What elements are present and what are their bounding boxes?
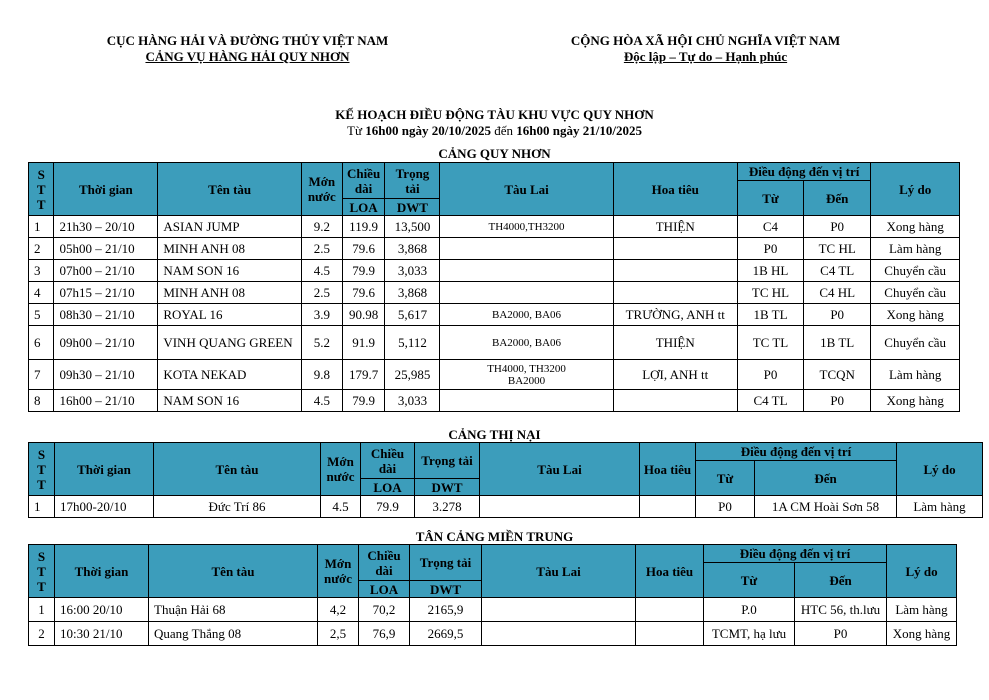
- col-reason: Lý do: [897, 443, 983, 496]
- col-length: Chiều dài: [359, 545, 410, 581]
- cell-tug: TH4000,TH3200: [440, 216, 613, 238]
- col-move: Điều động đến vị trí: [696, 443, 897, 461]
- col-reason: Lý do: [887, 545, 957, 598]
- cell-loa: 90.98: [342, 304, 385, 326]
- cell-time: 17h00-20/10: [55, 496, 154, 518]
- agency-name: CỤC HÀNG HẢI VÀ ĐƯỜNG THỦY VIỆT NAM: [106, 33, 389, 48]
- table-row: [29, 390, 960, 412]
- cell-pilot: [640, 496, 696, 518]
- col-pilot: Hoa tiêu: [640, 443, 696, 496]
- cell-to: C4 HL: [804, 282, 871, 304]
- cell-pilot: [613, 238, 737, 260]
- cell-to: P0: [804, 216, 871, 238]
- table-row: [29, 598, 957, 622]
- col-stt: S T T: [29, 163, 54, 216]
- col-time: Thời gian: [54, 163, 158, 216]
- section-title-tan-cang: TÂN CẢNG MIỀN TRUNG: [415, 529, 574, 544]
- cell-tug: [482, 622, 636, 646]
- col-tug: Tàu Lai: [480, 443, 640, 496]
- cell-to: TCQN: [804, 360, 871, 390]
- col-tug: Tàu Lai: [440, 163, 613, 216]
- col-dwt: DWT: [410, 581, 482, 598]
- period-to: 16h00 ngày 21/10/2025: [516, 123, 642, 138]
- cell-dwt: 3,868: [385, 238, 440, 260]
- table-quy-nhon: [28, 162, 960, 412]
- cell-tug: [482, 598, 636, 622]
- cell-time: 08h30 – 21/10: [54, 304, 158, 326]
- col-length: Chiều dài: [361, 443, 415, 479]
- table-row: [29, 304, 960, 326]
- cell-stt: 7: [29, 360, 54, 390]
- table-row: [29, 260, 960, 282]
- col-tonnage: Trọng tải: [410, 545, 482, 581]
- cell-dwt: 3,033: [385, 260, 440, 282]
- cell-from: C4 TL: [737, 390, 803, 412]
- cell-stt: 6: [29, 326, 54, 360]
- cell-draft: 2,5: [318, 622, 359, 646]
- cell-loa: 79.6: [342, 282, 385, 304]
- section-title-quy-nhon: CẢNG QUY NHƠN: [438, 146, 551, 161]
- cell-ship: NAM SON 16: [158, 390, 302, 412]
- cell-tug: TH4000, TH3200 BA2000: [440, 360, 613, 390]
- cell-tug: BA2000, BA06: [440, 326, 613, 360]
- cell-from: 1B HL: [737, 260, 803, 282]
- cell-draft: 3.9: [301, 304, 342, 326]
- cell-pilot: TRƯỜNG, ANH tt: [613, 304, 737, 326]
- cell-from: TC TL: [737, 326, 803, 360]
- national-header: [528, 33, 883, 65]
- col-ship: Tên tàu: [158, 163, 302, 216]
- cell-ship: ASIAN JUMP: [158, 216, 302, 238]
- cell-pilot: [613, 260, 737, 282]
- cell-reason: Chuyển cầu: [871, 282, 960, 304]
- cell-ship: MINH ANH 08: [158, 282, 302, 304]
- cell-loa: 76,9: [359, 622, 410, 646]
- col-time: Thời gian: [55, 443, 154, 496]
- cell-dwt: 3,033: [385, 390, 440, 412]
- col-stt: S T T: [29, 545, 55, 598]
- period-mid: đến: [490, 123, 517, 138]
- col-reason: Lý do: [871, 163, 960, 216]
- section-title-thi-nai: CẢNG THỊ NẠI: [448, 427, 541, 442]
- table-row: [29, 238, 960, 260]
- cell-reason: Làm hàng: [897, 496, 983, 518]
- cell-reason: Chuyển cầu: [871, 260, 960, 282]
- col-dwt: DWT: [415, 479, 480, 496]
- cell-reason: Xong hàng: [871, 304, 960, 326]
- cell-to: P0: [804, 304, 871, 326]
- cell-time: 07h15 – 21/10: [54, 282, 158, 304]
- cell-draft: 4.5: [301, 390, 342, 412]
- cell-pilot: [636, 598, 704, 622]
- cell-stt: 1: [29, 598, 55, 622]
- cell-tug: BA2000, BA06: [440, 304, 613, 326]
- cell-time: 16h00 – 21/10: [54, 390, 158, 412]
- col-stt: S T T: [29, 443, 55, 496]
- table-row: [29, 216, 960, 238]
- cell-time: 07h00 – 21/10: [54, 260, 158, 282]
- port-authority-name: CẢNG VỤ HÀNG HẢI QUY NHƠN: [145, 49, 350, 64]
- cell-stt: 5: [29, 304, 54, 326]
- cell-time: 09h30 – 21/10: [54, 360, 158, 390]
- cell-draft: 2.5: [301, 282, 342, 304]
- cell-reason: Làm hàng: [871, 238, 960, 260]
- cell-loa: 79.6: [342, 238, 385, 260]
- cell-time: 05h00 – 21/10: [54, 238, 158, 260]
- cell-draft: 5.2: [301, 326, 342, 360]
- cell-draft: 4.5: [321, 496, 361, 518]
- table-row: [29, 326, 960, 360]
- table-row: [29, 360, 960, 390]
- cell-ship: MINH ANH 08: [158, 238, 302, 260]
- table-row: [29, 282, 960, 304]
- cell-from: C4: [737, 216, 803, 238]
- col-loa: LOA: [359, 581, 410, 598]
- table-row: [29, 622, 957, 646]
- cell-to: C4 TL: [804, 260, 871, 282]
- cell-dwt: 25,985: [385, 360, 440, 390]
- col-from: Từ: [737, 181, 803, 216]
- cell-ship: Quang Thắng 08: [149, 622, 318, 646]
- col-length: Chiều dài: [342, 163, 385, 199]
- cell-draft: 4.5: [301, 260, 342, 282]
- cell-time: 21h30 – 20/10: [54, 216, 158, 238]
- cell-tug: [440, 238, 613, 260]
- cell-dwt: 2669,5: [410, 622, 482, 646]
- cell-from: P.0: [704, 598, 795, 622]
- cell-pilot: LỢI, ANH tt: [613, 360, 737, 390]
- col-dwt: DWT: [385, 199, 440, 216]
- cell-ship: Thuận Hải 68: [149, 598, 318, 622]
- cell-from: TCMT, hạ lưu: [704, 622, 795, 646]
- col-ship: Tên tàu: [149, 545, 318, 598]
- cell-from: P0: [696, 496, 755, 518]
- cell-dwt: 5,112: [385, 326, 440, 360]
- cell-reason: Xong hàng: [887, 622, 957, 646]
- cell-stt: 8: [29, 390, 54, 412]
- cell-to: P0: [804, 390, 871, 412]
- cell-tug: [480, 496, 640, 518]
- table-tan-cang: [28, 544, 957, 646]
- cell-stt: 4: [29, 282, 54, 304]
- cell-dwt: 2165,9: [410, 598, 482, 622]
- col-move: Điều động đến vị trí: [704, 545, 887, 563]
- col-loa: LOA: [361, 479, 415, 496]
- cell-to: HTC 56, th.lưu: [795, 598, 887, 622]
- col-move: Điều động đến vị trí: [737, 163, 870, 181]
- cell-loa: 179.7: [342, 360, 385, 390]
- plan-period: [0, 123, 989, 139]
- period-prefix: Từ: [347, 123, 366, 138]
- cell-dwt: 5,617: [385, 304, 440, 326]
- cell-pilot: [613, 282, 737, 304]
- col-to: Đến: [804, 181, 871, 216]
- cell-tug: [440, 282, 613, 304]
- cell-reason: Làm hàng: [871, 360, 960, 390]
- col-tonnage: Trọng tải: [415, 443, 480, 479]
- col-loa: LOA: [342, 199, 385, 216]
- col-time: Thời gian: [55, 545, 149, 598]
- cell-ship: KOTA NEKAD: [158, 360, 302, 390]
- cell-from: TC HL: [737, 282, 803, 304]
- cell-loa: 79.9: [342, 260, 385, 282]
- cell-pilot: THIỆN: [613, 216, 737, 238]
- cell-time: 09h00 – 21/10: [54, 326, 158, 360]
- cell-stt: 3: [29, 260, 54, 282]
- cell-pilot: [636, 622, 704, 646]
- cell-draft: 9.2: [301, 216, 342, 238]
- cell-stt: 2: [29, 622, 55, 646]
- cell-reason: Xong hàng: [871, 390, 960, 412]
- cell-loa: 119.9: [342, 216, 385, 238]
- agency-header: [70, 33, 425, 65]
- cell-ship: VINH QUANG GREEN: [158, 326, 302, 360]
- cell-loa: 91.9: [342, 326, 385, 360]
- cell-ship: NAM SON 16: [158, 260, 302, 282]
- cell-reason: Chuyển cầu: [871, 326, 960, 360]
- col-from: Từ: [704, 563, 795, 598]
- cell-draft: 4,2: [318, 598, 359, 622]
- cell-to: 1B TL: [804, 326, 871, 360]
- cell-from: P0: [737, 238, 803, 260]
- cell-dwt: 3.278: [415, 496, 480, 518]
- cell-tug: [440, 260, 613, 282]
- cell-stt: 2: [29, 238, 54, 260]
- plan-title: KẾ HOẠCH ĐIỀU ĐỘNG TÀU KHU VỰC QUY NHƠN: [335, 107, 654, 122]
- cell-to: P0: [795, 622, 887, 646]
- col-tonnage: Trọng tải: [385, 163, 440, 199]
- table-row: [29, 496, 983, 518]
- col-draft: Mớn nước: [301, 163, 342, 216]
- col-pilot: Hoa tiêu: [613, 163, 737, 216]
- table-thi-nai: [28, 442, 983, 518]
- cell-loa: 79.9: [342, 390, 385, 412]
- cell-from: P0: [737, 360, 803, 390]
- col-to: Đến: [755, 461, 897, 496]
- cell-reason: Làm hàng: [887, 598, 957, 622]
- cell-to: 1A CM Hoài Sơn 58: [755, 496, 897, 518]
- cell-loa: 79.9: [361, 496, 415, 518]
- col-tug: Tàu Lai: [482, 545, 636, 598]
- cell-ship: Đức Trí 86: [154, 496, 321, 518]
- cell-draft: 9.8: [301, 360, 342, 390]
- cell-loa: 70,2: [359, 598, 410, 622]
- cell-stt: 1: [29, 496, 55, 518]
- cell-time: 16:00 20/10: [55, 598, 149, 622]
- cell-pilot: THIỆN: [613, 326, 737, 360]
- national-title: CỘNG HÒA XÃ HỘI CHỦ NGHĨA VIỆT NAM: [570, 33, 841, 48]
- col-draft: Mớn nước: [321, 443, 361, 496]
- cell-ship: ROYAL 16: [158, 304, 302, 326]
- col-from: Từ: [696, 461, 755, 496]
- national-motto: Độc lập – Tự do – Hạnh phúc: [623, 49, 788, 64]
- cell-draft: 2.5: [301, 238, 342, 260]
- col-pilot: Hoa tiêu: [636, 545, 704, 598]
- cell-pilot: [613, 390, 737, 412]
- cell-dwt: 13,500: [385, 216, 440, 238]
- cell-to: TC HL: [804, 238, 871, 260]
- cell-from: 1B TL: [737, 304, 803, 326]
- period-from: 16h00 ngày 20/10/2025: [365, 123, 491, 138]
- col-to: Đến: [795, 563, 887, 598]
- col-draft: Mớn nước: [318, 545, 359, 598]
- cell-dwt: 3,868: [385, 282, 440, 304]
- cell-tug: [440, 390, 613, 412]
- col-ship: Tên tàu: [154, 443, 321, 496]
- cell-stt: 1: [29, 216, 54, 238]
- cell-time: 10:30 21/10: [55, 622, 149, 646]
- cell-reason: Xong hàng: [871, 216, 960, 238]
